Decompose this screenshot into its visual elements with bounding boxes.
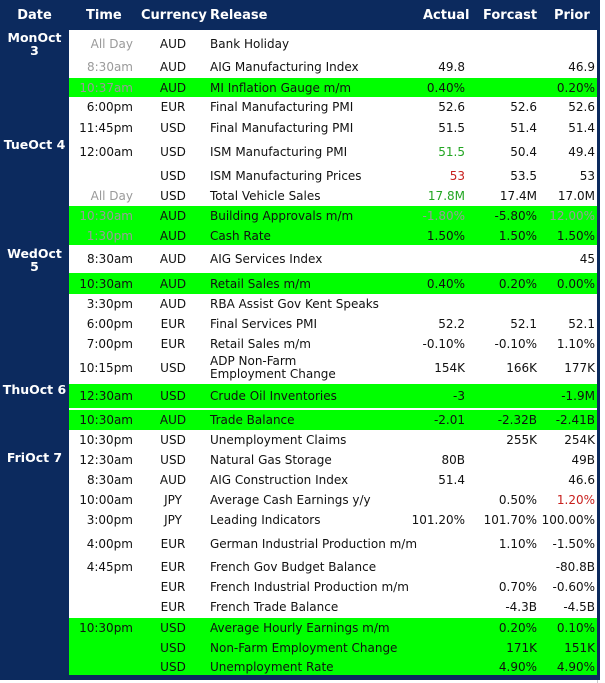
time-cell xyxy=(69,577,139,597)
release-cell: Unemployment Claims xyxy=(210,433,347,447)
header-currency: Currency xyxy=(141,7,207,23)
table-row xyxy=(69,294,597,314)
prior-cell: 1.20% xyxy=(556,493,595,507)
time-cell: 1:30pm xyxy=(86,228,133,243)
release-cell: French Gov Budget Balance xyxy=(210,560,377,574)
prior-cell: -1.50% xyxy=(552,537,595,551)
currency-cell: USD xyxy=(160,453,186,467)
currency-cell: USD xyxy=(160,433,186,447)
table-row xyxy=(69,557,597,577)
forecast-cell xyxy=(469,57,537,77)
header-forecast: Forcast xyxy=(483,7,538,23)
forecast-cell: 1.50% xyxy=(498,228,537,243)
forecast-cell: -0.10% xyxy=(494,337,537,351)
actual-cell: 80B xyxy=(441,453,465,467)
release-cell: Total Vehicle Sales xyxy=(210,189,321,203)
actual-cell xyxy=(409,557,465,577)
forecast-cell: 52.6 xyxy=(510,100,537,114)
forecast-cell: 52.1 xyxy=(510,317,537,331)
table-row xyxy=(69,33,597,55)
time-cell: 10:30am xyxy=(79,276,133,291)
release-cell: ISM Manufacturing Prices xyxy=(210,168,362,183)
table-row xyxy=(69,140,597,164)
day-label-tue: TueOct 4 xyxy=(3,137,66,152)
release-cell: French Industrial Production m/m xyxy=(210,580,409,594)
table-row-highlighted xyxy=(69,410,597,430)
release-cell: RBA Assist Gov Kent Speaks xyxy=(210,297,379,311)
prior-cell: 1.50% xyxy=(556,228,595,243)
actual-cell: 53 xyxy=(449,168,465,183)
table-row xyxy=(69,354,597,382)
release-cell: Retail Sales m/m xyxy=(210,337,311,351)
actual-cell: -0.10% xyxy=(422,337,465,351)
time-cell: 10:00am xyxy=(79,493,133,507)
forecast-cell: 0.20% xyxy=(498,276,537,291)
actual-cell: 0.40% xyxy=(426,80,465,95)
table-row-highlighted xyxy=(69,226,597,245)
prior-cell: 45 xyxy=(579,252,595,266)
prior-cell: 151K xyxy=(564,641,595,655)
time-cell: 6:00pm xyxy=(86,317,133,331)
date-column xyxy=(0,30,69,680)
table-row-highlighted xyxy=(69,658,597,675)
table-row-highlighted xyxy=(69,384,597,408)
actual-cell xyxy=(409,533,465,555)
currency-cell: USD xyxy=(160,168,186,183)
forecast-cell: 0.20% xyxy=(498,621,537,635)
release-cell: Retail Sales m/m xyxy=(210,276,311,291)
table-row-highlighted xyxy=(69,206,597,226)
prior-cell xyxy=(539,33,595,55)
release-cell: Final Manufacturing PMI xyxy=(210,100,354,114)
currency-cell: USD xyxy=(160,641,186,655)
actual-cell xyxy=(409,658,465,675)
actual-cell: 52.6 xyxy=(438,100,465,114)
actual-cell xyxy=(409,430,465,450)
release-cell: AIG Construction Index xyxy=(210,473,349,487)
forecast-cell: -5.80% xyxy=(494,209,537,223)
table-row xyxy=(69,510,597,530)
forecast-cell: -2.32B xyxy=(497,413,537,427)
release-cell: AIG Services Index xyxy=(210,252,323,266)
release-cell: German Industrial Production m/m xyxy=(210,537,418,551)
actual-cell: 52.2 xyxy=(438,317,465,331)
forecast-cell: 101.70% xyxy=(483,513,537,527)
time-cell: 8:30am xyxy=(87,252,133,266)
prior-cell xyxy=(539,294,595,314)
currency-cell: JPY xyxy=(164,513,182,527)
time-cell: 11:45pm xyxy=(79,120,133,135)
actual-cell xyxy=(409,294,465,314)
table-row xyxy=(69,248,597,270)
currency-cell: EUR xyxy=(160,580,186,594)
time-cell: 12:30am xyxy=(79,453,133,467)
table-row-highlighted xyxy=(69,273,597,294)
actual-cell: -2.01 xyxy=(433,413,465,427)
time-cell: 4:00pm xyxy=(86,537,133,551)
currency-cell: USD xyxy=(160,120,186,135)
currency-cell: AUD xyxy=(159,252,187,266)
actual-cell: 51.4 xyxy=(438,473,465,487)
currency-cell: JPY xyxy=(164,493,182,507)
prior-cell: -2.41B xyxy=(555,413,595,427)
release-cell: Final Services PMI xyxy=(210,317,318,331)
actual-cell: 1.50% xyxy=(426,228,465,243)
table-row xyxy=(69,57,597,77)
table-row xyxy=(69,97,597,117)
prior-cell: -4.5B xyxy=(563,600,595,614)
prior-cell: 46.6 xyxy=(568,473,595,487)
time-cell xyxy=(69,597,139,617)
table-row xyxy=(69,450,597,470)
table-row xyxy=(69,597,597,617)
table-row xyxy=(69,117,597,138)
currency-cell: AUD xyxy=(159,37,187,51)
table-row-highlighted xyxy=(69,78,597,97)
forecast-cell: 53.5 xyxy=(510,168,537,183)
prior-cell: -1.9M xyxy=(561,389,595,403)
day-label-mon: MonOct 3 xyxy=(7,30,62,58)
currency-cell: USD xyxy=(160,189,186,203)
table-row xyxy=(69,186,597,206)
forecast-cell: 4.90% xyxy=(498,659,537,674)
release-cell: ADP Non-Farm Employment Change xyxy=(210,354,336,381)
prior-cell: 49B xyxy=(571,453,595,467)
release-cell: Non-Farm Employment Change xyxy=(210,641,398,655)
actual-cell: 49.8 xyxy=(438,60,465,74)
prior-cell: 12.00% xyxy=(549,209,595,223)
forecast-cell: 50.4 xyxy=(510,145,537,159)
forecast-cell xyxy=(469,450,537,470)
forecast-cell: -4.3B xyxy=(505,600,537,614)
currency-cell: EUR xyxy=(160,337,186,351)
forecast-cell: 1.10% xyxy=(498,537,537,551)
time-cell: 8:30am xyxy=(87,60,133,74)
time-cell: 6:00pm xyxy=(86,100,133,114)
currency-cell: EUR xyxy=(160,100,186,114)
currency-cell: EUR xyxy=(160,537,186,551)
time-cell: 10:30pm xyxy=(79,433,133,447)
currency-cell: AUD xyxy=(159,60,187,74)
prior-cell: 177K xyxy=(564,361,595,375)
table-row xyxy=(69,533,597,555)
currency-cell: AUD xyxy=(159,209,187,223)
prior-cell: 0.10% xyxy=(556,621,595,635)
table-row-highlighted xyxy=(69,618,597,638)
currency-cell: USD xyxy=(160,659,186,674)
prior-cell: 52.6 xyxy=(568,100,595,114)
table-row xyxy=(69,334,597,354)
prior-cell: 53 xyxy=(579,168,595,183)
release-cell: Leading Indicators xyxy=(210,513,321,527)
time-cell: 8:30am xyxy=(87,473,133,487)
header-time: Time xyxy=(86,7,122,23)
prior-cell: 51.4 xyxy=(568,120,595,135)
currency-cell: USD xyxy=(160,389,186,403)
header-date: Date xyxy=(17,7,52,23)
time-cell: 10:37am xyxy=(79,80,133,95)
forecast-cell xyxy=(469,248,537,270)
time-cell: 4:45pm xyxy=(86,560,133,574)
forecast-cell xyxy=(469,384,537,408)
forecast-cell: 166K xyxy=(506,361,537,375)
prior-cell: -0.60% xyxy=(552,580,595,594)
table-row xyxy=(69,470,597,490)
time-cell: All Day xyxy=(90,189,133,203)
time-cell: 10:30am xyxy=(79,413,133,427)
table-row xyxy=(69,490,597,510)
table-row xyxy=(69,577,597,597)
forecast-cell: 0.70% xyxy=(498,580,537,594)
time-cell xyxy=(69,165,139,186)
currency-cell: AUD xyxy=(159,473,187,487)
release-cell: MI Inflation Gauge m/m xyxy=(210,80,352,95)
prior-cell: 17.0M xyxy=(557,189,595,203)
release-cell: Bank Holiday xyxy=(210,37,290,51)
forecast-cell xyxy=(469,33,537,55)
table-row xyxy=(69,165,597,186)
table-row xyxy=(69,314,597,334)
forecast-cell: 171K xyxy=(506,641,537,655)
prior-cell: 100.00% xyxy=(541,513,595,527)
forecast-cell xyxy=(469,470,537,490)
actual-cell: 17.8M xyxy=(427,189,465,203)
prior-cell: 49.4 xyxy=(568,145,595,159)
prior-cell: 0.20% xyxy=(556,80,595,95)
header-actual: Actual xyxy=(423,7,470,23)
currency-cell: EUR xyxy=(160,560,186,574)
forecast-cell xyxy=(469,78,537,97)
table-right-border xyxy=(597,0,600,680)
currency-cell: USD xyxy=(160,361,186,375)
release-cell: Building Approvals m/m xyxy=(210,209,354,223)
actual-cell xyxy=(409,638,465,658)
actual-cell: -1.80% xyxy=(422,209,465,223)
currency-cell: AUD xyxy=(159,413,187,427)
day-label-thu: ThuOct 6 xyxy=(2,382,67,397)
release-cell: Cash Rate xyxy=(210,228,271,243)
table-row xyxy=(69,430,597,450)
currency-cell: AUD xyxy=(159,80,187,95)
release-cell: ISM Manufacturing PMI xyxy=(210,145,348,159)
time-cell: 10:15pm xyxy=(79,361,133,375)
actual-cell xyxy=(409,597,465,617)
actual-cell: 51.5 xyxy=(438,145,465,159)
release-cell: Unemployment Rate xyxy=(210,659,334,674)
table-row-highlighted xyxy=(69,638,597,658)
time-cell: 10:30pm xyxy=(79,621,133,635)
currency-cell: AUD xyxy=(159,276,187,291)
forecast-cell: 17.4M xyxy=(499,189,537,203)
time-cell: 3:00pm xyxy=(86,513,133,527)
prior-cell: 52.1 xyxy=(568,317,595,331)
release-cell: French Trade Balance xyxy=(210,600,339,614)
prior-cell: 46.9 xyxy=(568,60,595,74)
day-label-wed: WedOct 5 xyxy=(7,246,62,274)
actual-cell xyxy=(409,577,465,597)
table-bottom-border xyxy=(0,675,600,680)
header-release: Release xyxy=(210,7,268,23)
actual-cell: 154K xyxy=(434,361,465,375)
currency-cell: AUD xyxy=(159,228,187,243)
forecast-cell: 51.4 xyxy=(510,120,537,135)
release-cell: Crude Oil Inventories xyxy=(210,389,337,403)
currency-cell: EUR xyxy=(160,600,186,614)
currency-cell: EUR xyxy=(160,317,186,331)
time-cell xyxy=(69,638,139,658)
release-cell: Average Cash Earnings y/y xyxy=(210,493,371,507)
time-cell: 10:30am xyxy=(79,209,133,223)
actual-cell: 0.40% xyxy=(426,276,465,291)
time-cell: 12:30am xyxy=(79,389,133,403)
prior-cell: -80.8B xyxy=(555,560,595,574)
day-label-fri: FriOct 7 xyxy=(6,450,63,465)
actual-cell xyxy=(409,618,465,638)
currency-cell: USD xyxy=(160,145,186,159)
release-cell: Final Manufacturing PMI xyxy=(210,120,354,135)
currency-cell: AUD xyxy=(159,297,187,311)
forecast-cell: 0.50% xyxy=(498,493,537,507)
actual-cell: 51.5 xyxy=(438,120,465,135)
actual-cell xyxy=(409,33,465,55)
release-cell: AIG Manufacturing Index xyxy=(210,60,359,74)
actual-cell xyxy=(409,248,465,270)
actual-cell xyxy=(409,490,465,510)
prior-cell: 1.10% xyxy=(556,337,595,351)
actual-cell: 101.20% xyxy=(411,513,465,527)
release-cell: Natural Gas Storage xyxy=(210,453,332,467)
time-cell xyxy=(69,658,139,675)
time-cell: 3:30pm xyxy=(86,297,133,311)
forecast-cell: 255K xyxy=(506,433,537,447)
forecast-cell xyxy=(469,557,537,577)
prior-cell: 4.90% xyxy=(556,659,595,674)
release-cell: Trade Balance xyxy=(210,413,295,427)
time-cell: 12:00am xyxy=(79,145,133,159)
time-cell: All Day xyxy=(90,37,133,51)
actual-cell: -3 xyxy=(453,389,465,403)
time-cell: 7:00pm xyxy=(86,337,133,351)
header-prior: Prior xyxy=(554,7,590,23)
prior-cell: 0.00% xyxy=(556,276,595,291)
forecast-cell xyxy=(469,294,537,314)
release-cell: Average Hourly Earnings m/m xyxy=(210,621,390,635)
prior-cell: 254K xyxy=(564,433,595,447)
currency-cell: USD xyxy=(160,621,186,635)
